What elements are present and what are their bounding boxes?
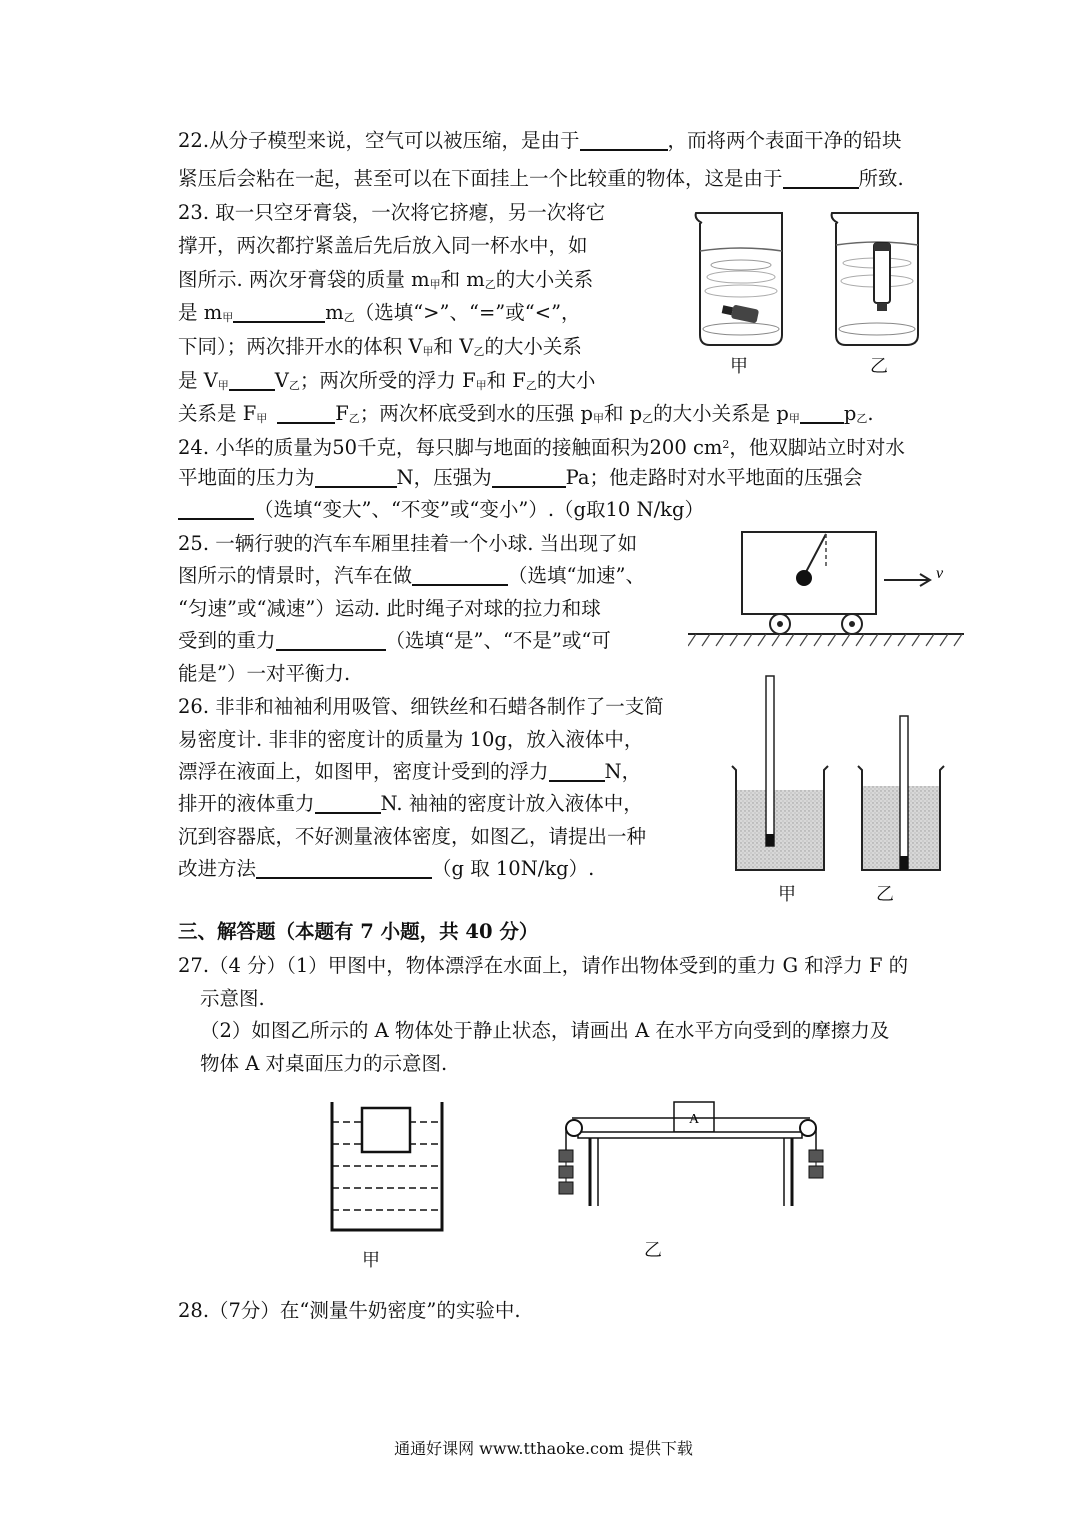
q23-line1: 23. 取一只空牙膏袋，一次将它挤瘪，另一次将它 — [178, 201, 606, 224]
q28-line1: 28.（7分）在“测量牛奶密度”的实验中. — [178, 1299, 521, 1322]
answer-blank[interactable] — [276, 627, 386, 651]
q26-line1: 26. 非非和袖袖利用吸管、细铁丝和石蜡各制作了一支简 — [178, 695, 664, 718]
q26-line4: 排开的液体重力 N. 袖袖的密度计放入液体中， — [178, 792, 643, 815]
answer-blank[interactable] — [783, 165, 859, 189]
q27-line2: 示意图. — [200, 987, 265, 1010]
answer-blank[interactable] — [800, 400, 844, 424]
beaker-jia — [696, 213, 782, 345]
answer-blank[interactable] — [315, 790, 381, 814]
q26-line5: 沉到容器底，不好测量液体密度，如图乙，请提出一种 — [178, 825, 647, 848]
q26-caption-jia: 甲 — [778, 884, 796, 905]
q23-line4: 是 $m_甲$ $m_乙$（选填“>”、“=”或“<”， — [178, 301, 581, 324]
q27-caption-yi: 乙 — [644, 1240, 662, 1261]
weights-left — [559, 1150, 573, 1194]
q27-line4: 物体 A 对桌面压力的示意图. — [200, 1052, 448, 1075]
weights-right — [809, 1150, 823, 1178]
answer-blank[interactable] — [229, 367, 275, 391]
tabletop — [578, 1132, 802, 1138]
answer-blank[interactable] — [549, 758, 605, 782]
q25-line2: 图所示的情景时，汽车在做 （选填“加速”、 — [178, 564, 645, 587]
answer-blank[interactable] — [412, 562, 508, 586]
answer-blank[interactable] — [315, 464, 397, 488]
q27-table-pulley-figure — [550, 1098, 832, 1210]
q25-line5: 能是”）一对平衡力. — [178, 662, 351, 685]
q24-line2: 平地面的压力为 N，压强为 Pa；他走路时对水平地面的压强会 — [178, 466, 863, 489]
q27-floating-block-figure — [328, 1100, 446, 1234]
q23-line5: 下同）；两次排开水的体积 $V_甲$和 $V_乙$的大小关系 — [178, 335, 582, 358]
q25-car-figure — [688, 528, 968, 656]
beaker-jia — [732, 676, 828, 870]
hydrometer-yi — [900, 716, 908, 870]
q23-caption-jia: 甲 — [730, 356, 748, 377]
q26-caption-yi: 乙 — [876, 884, 894, 905]
q23-line2: 撑开，两次都拧紧盖后先后放入同一杯水中，如 — [178, 234, 588, 257]
flattened-tube — [722, 304, 760, 323]
q26-line2: 易密度计. 非非的密度计的质量为 10g，放入液体中， — [178, 728, 644, 751]
beaker-yi — [858, 716, 944, 870]
q24-line3: （选填“变大”、“不变”或“变小”）.（g取10 N/kg） — [178, 495, 704, 525]
q26-line3: 漂浮在液面上，如图甲，密度计受到的浮力 N， — [178, 760, 642, 783]
q25-line1: 25. 一辆行驶的汽车车厢里挂着一个小球. 当出现了如 — [178, 532, 638, 555]
q26-hydrometer-figure — [728, 674, 958, 878]
section-title: 三、解答题（本题有 7 小题，共 40 分） — [178, 920, 539, 943]
answer-blank[interactable] — [277, 400, 335, 424]
floating-block — [362, 1108, 410, 1152]
inflated-tube — [874, 243, 890, 311]
ground-hatch — [688, 634, 962, 646]
hydrometer-jia — [766, 676, 774, 846]
answer-blank[interactable] — [233, 299, 325, 323]
q23-beakers-figure — [690, 205, 930, 385]
q27-caption-jia: 甲 — [362, 1250, 380, 1271]
q23-caption-yi: 乙 — [870, 356, 888, 377]
q23-line7: 关系是 $F_甲$ $F_乙$；两次杯底受到水的压强 $p_甲$和 $p_乙$的大小关系是 $p_甲$ $p_乙$. — [178, 402, 874, 425]
q27-line3: （2）如图乙所示的 A 物体处于静止状态，请画出 A 在水平方向受到的摩擦力及 — [200, 1019, 890, 1042]
block-a-label: A — [689, 1112, 700, 1127]
q23-line3: 图所示. 两次牙膏袋的质量 $m_甲$和 $m_乙$的大小关系 — [178, 268, 594, 291]
q22-line1: 22.从分子模型来说，空气可以被压缩，是由于 ，而将两个表面干净的铅块 — [178, 129, 902, 152]
answer-blank[interactable] — [178, 496, 254, 520]
q22-line2: 紧压后会粘在一起，甚至可以在下面挂上一个比较重的物体，这是由于 所致. — [178, 167, 904, 190]
q24-line1: 24. 小华的质量为50千克，每只脚与地面的接触面积为200 $cm^2$，他双脚站立时对水 — [178, 436, 905, 459]
pulley-right — [800, 1120, 816, 1136]
q27-line1: 27.（4 分）（1）甲图中，物体漂浮在水面上，请作出物体受到的重力 G 和浮力 F 的 — [178, 954, 909, 977]
page-footer: 通通好课网 www.tthaoke.com 提供下载 — [394, 1439, 693, 1458]
answer-blank[interactable] — [256, 855, 432, 879]
pulley-left — [566, 1120, 582, 1136]
answer-blank[interactable] — [580, 127, 668, 151]
q23-line6: 是 $V_甲$ $V_乙$；两次所受的浮力 $F_甲$和 $F_乙$的大小 — [178, 369, 596, 392]
q26-line6: 改进方法 （g 取 10N/kg）. — [178, 857, 595, 880]
answer-blank[interactable] — [492, 464, 566, 488]
beaker-yi — [832, 213, 918, 345]
q25-line3: “匀速”或“减速”）运动. 此时绳子对球的拉力和球 — [178, 597, 601, 620]
q25-line4: 受到的重力 （选填“是”、“不是”或“可 — [178, 629, 611, 652]
ball — [796, 570, 812, 586]
velocity-label: v — [936, 565, 944, 582]
